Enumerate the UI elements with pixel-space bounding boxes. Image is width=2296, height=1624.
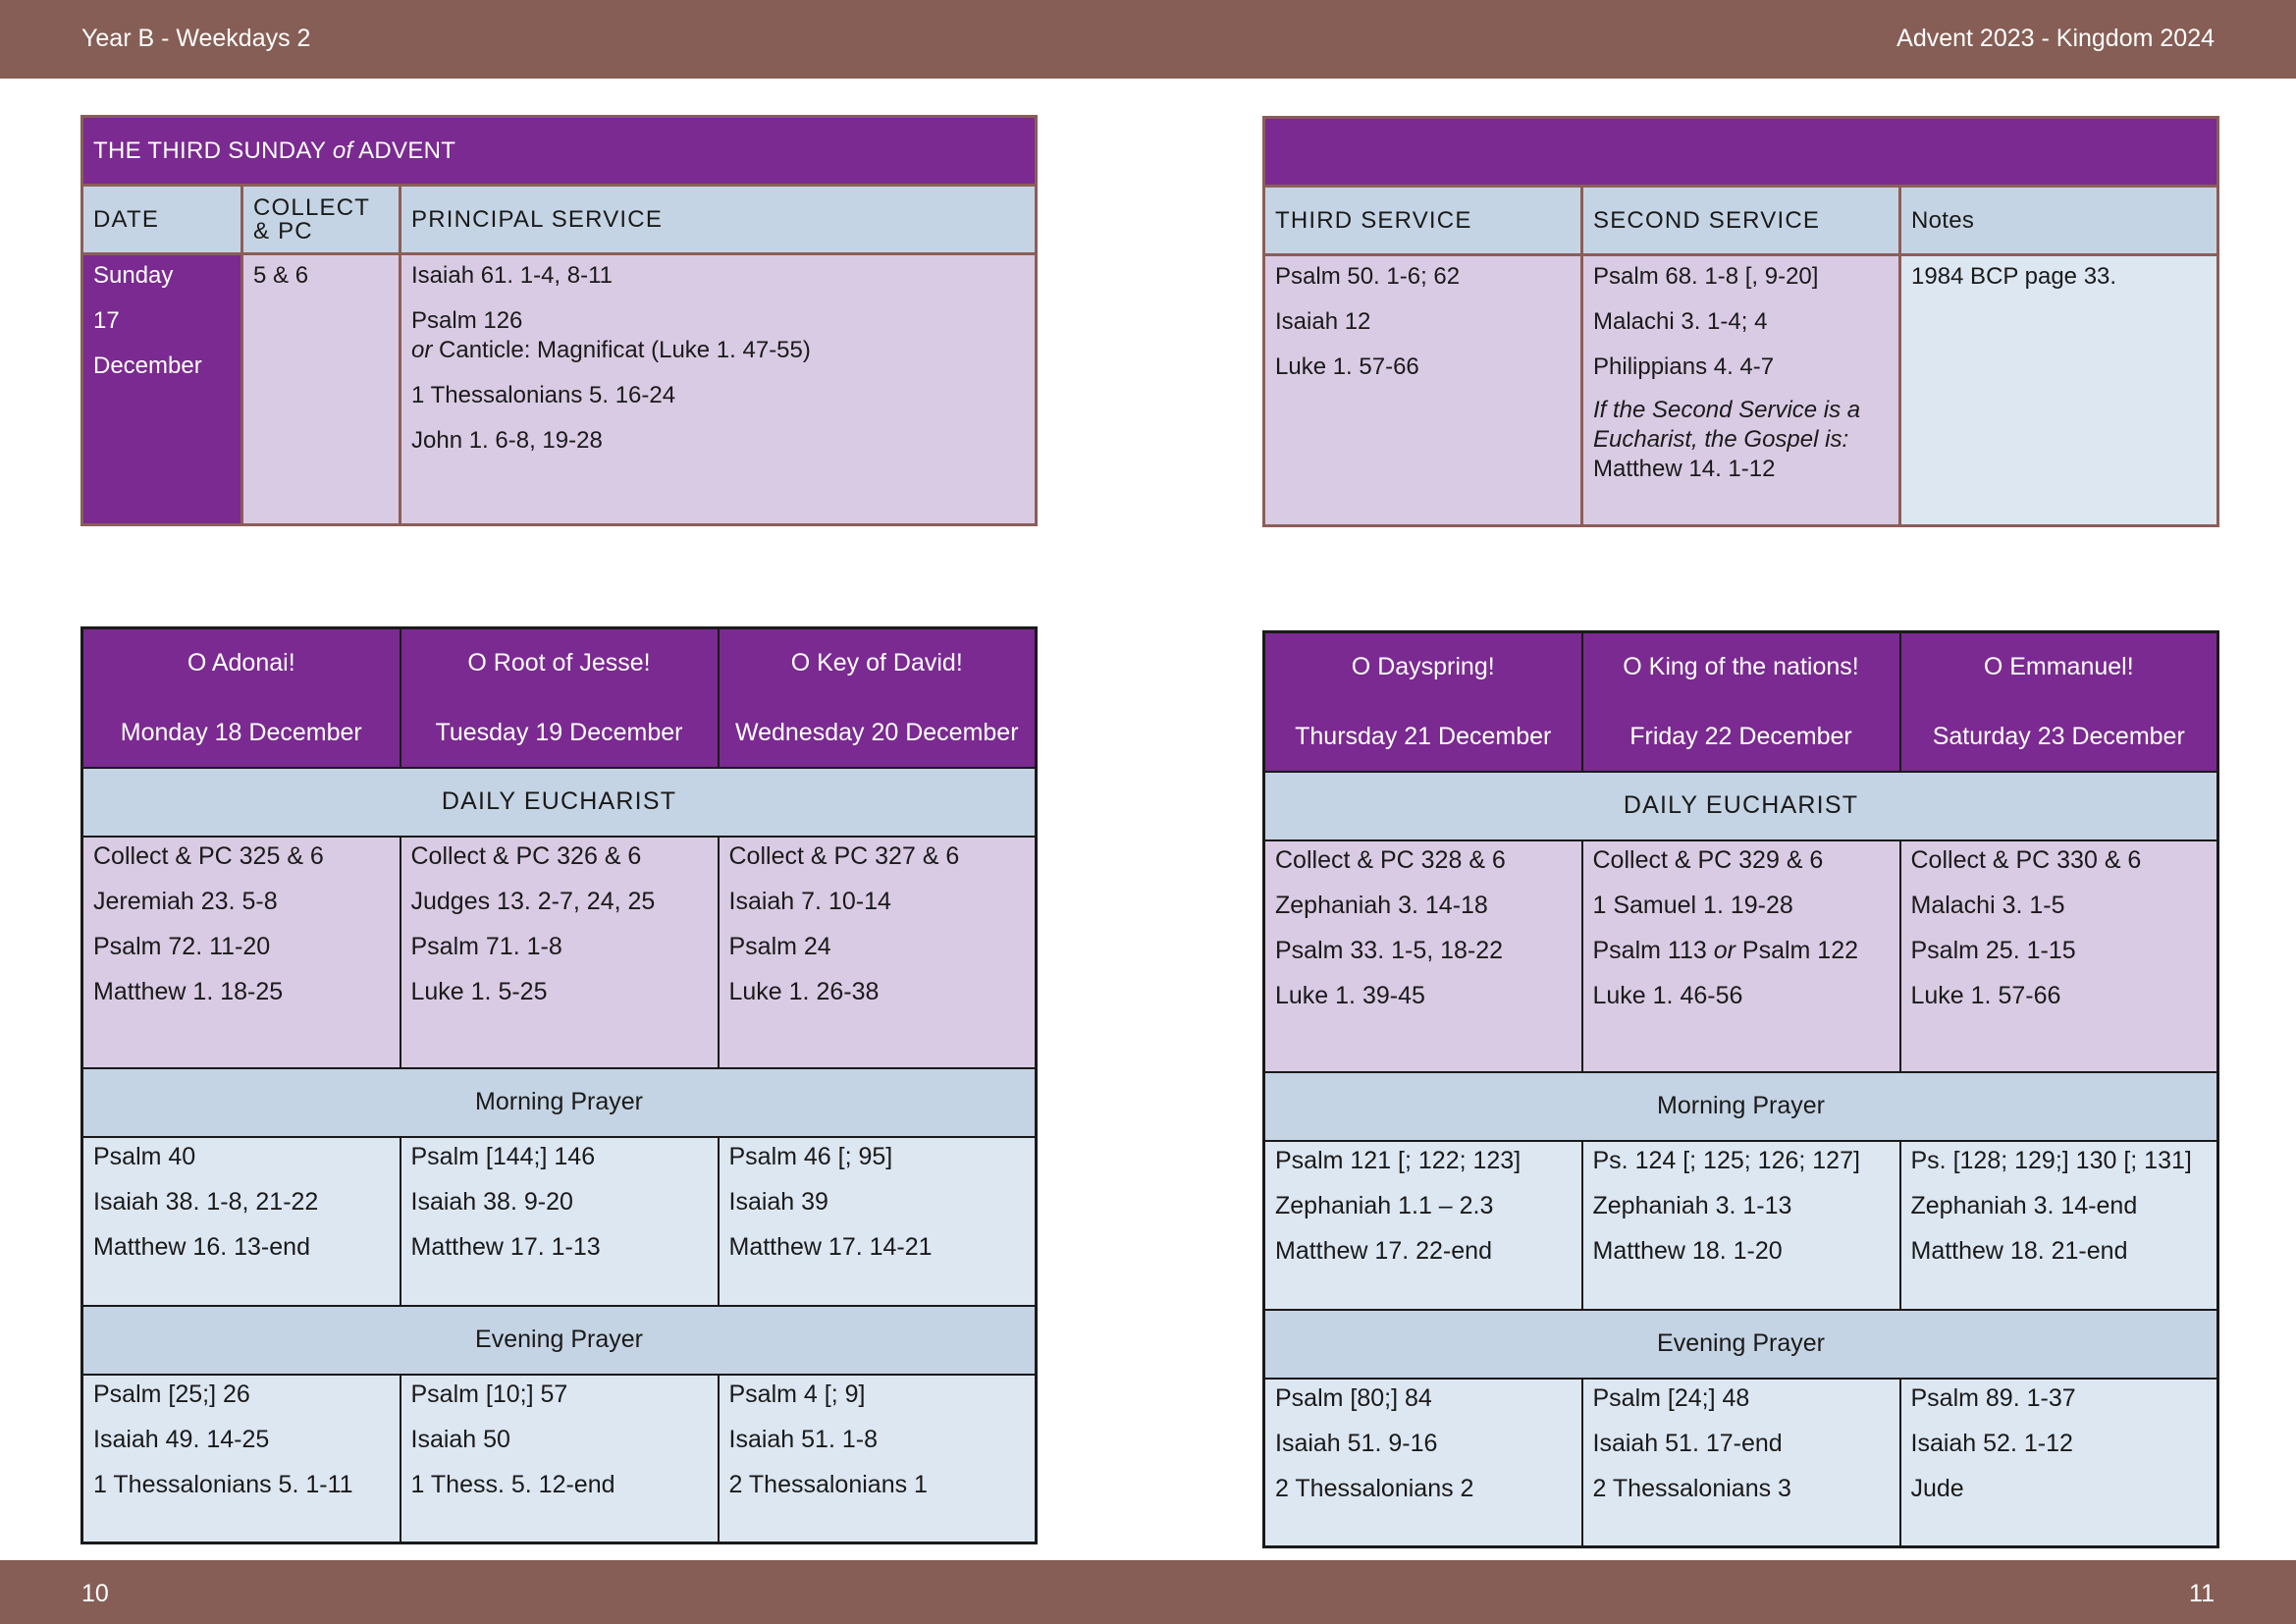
notes-header: Notes xyxy=(1900,187,2218,255)
day-header: O Root of Jesse! Tuesday 19 December xyxy=(400,628,719,768)
principal-service-header: PRINCIPAL SERVICE xyxy=(400,186,1037,254)
sunday-title: THE THIRD SUNDAY of ADVENT xyxy=(82,117,1037,186)
day-header: O Key of David! Wednesday 20 December xyxy=(719,628,1037,768)
second-service-header: SECOND SERVICE xyxy=(1582,187,1900,255)
collect-header: COLLECT & PC xyxy=(242,186,400,254)
daily-eucharist-header: DAILY EUCHARIST xyxy=(82,768,1037,837)
reading: Isaiah 61. 1-4, 8-11 xyxy=(411,262,614,289)
page-number-left: 10 xyxy=(81,1580,109,1607)
principal-service-readings xyxy=(400,254,1037,525)
morning-prayer-header: Morning Prayer xyxy=(82,1068,1037,1137)
evening-prayer-header: Evening Prayer xyxy=(1264,1310,2218,1379)
evening-prayer-header: Evening Prayer xyxy=(82,1306,1037,1375)
evening-prayer-readings: Psalm 4 [; 9] Isaiah 51. 1-8 2 Thessalonians 1 xyxy=(719,1375,1037,1543)
day-header: O Emmanuel! Saturday 23 December xyxy=(1900,632,2218,772)
morning-prayer-readings: Psalm 40 Isaiah 38. 1-8, 21-22 Matthew 16. 13-end xyxy=(82,1137,400,1306)
eucharist-readings: Collect & PC 328 & 6 Zephaniah 3. 14-18 Psalm 33. 1-5, 18-22 Luke 1. 39-45 xyxy=(1264,840,1582,1072)
evening-prayer-readings: Psalm [10;] 57 Isaiah 50 1 Thess. 5. 12-end xyxy=(400,1375,719,1543)
sunday-date-cell: Sunday 17 December xyxy=(82,254,242,525)
eucharist-readings: Collect & PC 326 & 6 Judges 13. 2-7, 24, 25 Psalm 71. 1-8 Luke 1. 5-25 xyxy=(400,837,719,1068)
header-right-text: Advent 2023 - Kingdom 2024 xyxy=(1896,25,2215,52)
reading: John 1. 6-8, 19-28 xyxy=(411,427,603,454)
notes-cell: 1984 BCP page 33. xyxy=(1900,255,2218,526)
evening-prayer-readings: Psalm [80;] 84 Isaiah 51. 9-16 2 Thessalonians 2 xyxy=(1264,1379,1582,1547)
sunday-principal-table xyxy=(80,115,1038,526)
sunday-title-band xyxy=(1264,118,2218,187)
morning-prayer-readings: Ps. 124 [; 125; 126; 127] Zephaniah 3. 1-13 Matthew 18. 1-20 xyxy=(1582,1141,1900,1310)
header-band xyxy=(0,0,2296,79)
day-header: O King of the nations! Friday 22 December xyxy=(1582,632,1900,772)
weekdays-table-left xyxy=(80,626,1038,1544)
weekdays-table-right xyxy=(1262,630,2219,1548)
sunday-collect-cell: 5 & 6 xyxy=(242,254,400,525)
second-service-note: If the Second Service is a Eucharist, the Gospel is: xyxy=(1593,397,1861,453)
reading: Psalm 126 or Canticle: Magnificat (Luke 1. 47-55) xyxy=(411,307,811,363)
morning-prayer-readings: Ps. [128; 129;] 130 [; 131] Zephaniah 3. 14-end Matthew 18. 21-end xyxy=(1900,1141,2218,1310)
morning-prayer-readings: Psalm 46 [; 95] Isaiah 39 Matthew 17. 14-21 xyxy=(719,1137,1037,1306)
day-header: O Dayspring! Thursday 21 December xyxy=(1264,632,1582,772)
sunday-other-services-table xyxy=(1262,116,2219,527)
date-header: DATE xyxy=(82,186,242,254)
eucharist-readings: Collect & PC 325 & 6 Jeremiah 23. 5-8 Psalm 72. 11-20 Matthew 1. 18-25 xyxy=(82,837,400,1068)
third-service-readings: Psalm 50. 1-6; 62 Isaiah 12 Luke 1. 57-66 xyxy=(1264,255,1582,526)
eucharist-readings: Collect & PC 327 & 6 Isaiah 7. 10-14 Psalm 24 Luke 1. 26-38 xyxy=(719,837,1037,1068)
morning-prayer-header: Morning Prayer xyxy=(1264,1072,2218,1141)
morning-prayer-readings: Psalm [144;] 146 Isaiah 38. 9-20 Matthew 17. 1-13 xyxy=(400,1137,719,1306)
evening-prayer-readings: Psalm [25;] 26 Isaiah 49. 14-25 1 Thessalonians 5. 1-11 xyxy=(82,1375,400,1543)
second-service-readings: Psalm 68. 1-8 [, 9-20] Malachi 3. 1-4; 4 Philippians 4. 4-7 If the Second Service is a Eucharist, the Gospel is: Matthew 14. 1-12 xyxy=(1582,255,1900,526)
header-left-text: Year B - Weekdays 2 xyxy=(81,25,311,52)
eucharist-readings: Collect & PC 329 & 6 1 Samuel 1. 19-28 Psalm 113 or Psalm 122 Luke 1. 46-56 xyxy=(1582,840,1900,1072)
evening-prayer-readings: Psalm 89. 1-37 Isaiah 52. 1-12 Jude xyxy=(1900,1379,2218,1547)
footer-band xyxy=(0,1560,2296,1624)
third-service-header: THIRD SERVICE xyxy=(1264,187,1582,255)
page-number-right: 11 xyxy=(2189,1580,2215,1607)
day-header: O Adonai! Monday 18 December xyxy=(82,628,400,768)
morning-prayer-readings: Psalm 121 [; 122; 123] Zephaniah 1.1 – 2.3 Matthew 17. 22-end xyxy=(1264,1141,1582,1310)
evening-prayer-readings: Psalm [24;] 48 Isaiah 51. 17-end 2 Thessalonians 3 xyxy=(1582,1379,1900,1547)
reading: 1 Thessalonians 5. 16-24 xyxy=(411,382,676,408)
eucharist-readings: Collect & PC 330 & 6 Malachi 3. 1-5 Psalm 25. 1-15 Luke 1. 57-66 xyxy=(1900,840,2218,1072)
daily-eucharist-header: DAILY EUCHARIST xyxy=(1264,772,2218,840)
